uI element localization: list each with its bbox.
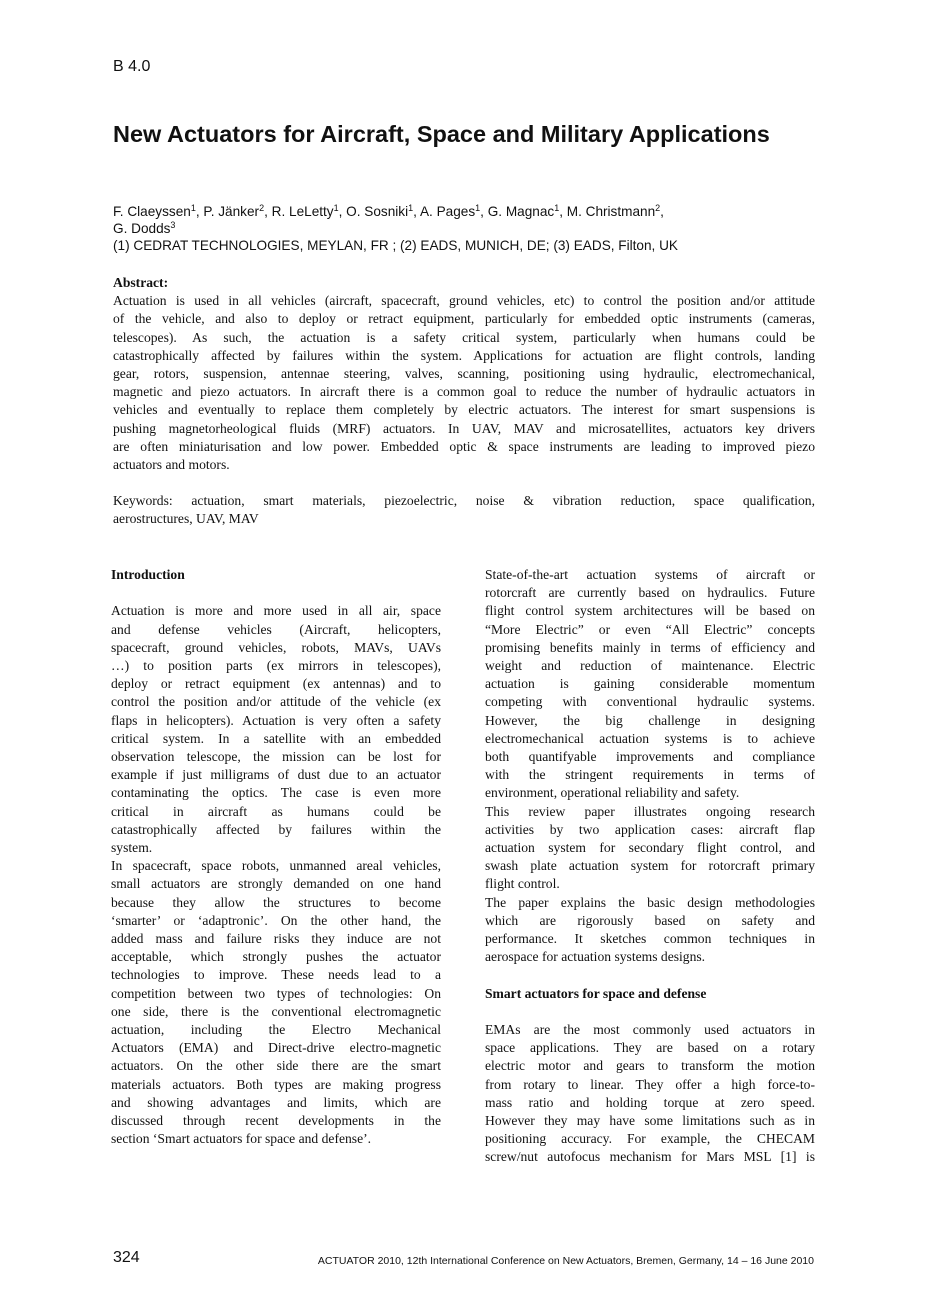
author-name: , M. Christmann bbox=[559, 204, 656, 219]
abstract-line: vehicles and eventually to replace them completely by electric actuators. The interest for smart suspensions is bbox=[113, 402, 815, 418]
section-heading-smart-actuators: Smart actuators for space and defense bbox=[485, 985, 707, 1001]
author-name: F. Claeyssen bbox=[113, 204, 191, 219]
body-line: flight control system architectures will be based on bbox=[485, 603, 815, 619]
body-line: both quantifyable improvements and compliance bbox=[485, 749, 815, 765]
abstract-line: magnetic and piezo actuators. In aircraft there is a common goal to reduce the number of hydraulic actuators in bbox=[113, 384, 815, 400]
abstract-line: of the vehicle, and also to deploy or retract equipment, particularly for embedded optic instruments (cameras, bbox=[113, 311, 815, 327]
section-code: B 4.0 bbox=[113, 58, 151, 75]
abstract-line: Actuation is used in all vehicles (aircraft, spacecraft, ground vehicles, etc) to control the position and/or attitude bbox=[113, 293, 815, 309]
body-line: This review paper illustrates ongoing research bbox=[485, 803, 815, 819]
affiliation-mark: 1 bbox=[475, 203, 481, 213]
body-line: aerospace for actuation systems designs. bbox=[485, 949, 706, 965]
body-line: In spacecraft, space robots, unmanned areal vehicles, bbox=[111, 858, 441, 874]
body-line: positioning accuracy. For example, the CHECAM bbox=[485, 1131, 815, 1147]
left-column bbox=[111, 566, 441, 1148]
affiliation-mark: 1 bbox=[408, 203, 414, 213]
author-line-2 bbox=[113, 220, 813, 237]
author-name: , G. Magnac bbox=[480, 204, 555, 219]
section-heading-introduction: Introduction bbox=[111, 567, 185, 582]
body-line: actuation system for secondary flight control, and bbox=[485, 840, 815, 856]
body-line: materials actuators. Both types are making progress bbox=[111, 1076, 441, 1092]
author-name: , R. LeLetty bbox=[264, 204, 334, 219]
author-name: , A. Pages bbox=[413, 204, 476, 219]
body-line: electromechanical actuation systems is to achieve bbox=[485, 730, 815, 746]
body-line: catastrophically affected by failures within the bbox=[111, 821, 441, 837]
body-line: weight and reduction of maintenance. Electric bbox=[485, 658, 815, 674]
body-line: technologies to improve. These needs lead to a bbox=[111, 967, 441, 983]
affiliations: (1) CEDRAT TECHNOLOGIES, MEYLAN, FR ; (2) EADS, MUNICH, DE; (3) EADS, Filton, UK bbox=[113, 238, 678, 253]
author-line-1 bbox=[113, 203, 813, 220]
paper-title: New Actuators for Aircraft, Space and Military Applications bbox=[113, 121, 770, 147]
body-line: performance. It sketches common techniques in bbox=[485, 931, 815, 947]
abstract-line: pushing magnetorheological fluids (MRF) actuators. In UAV, MAV and microsatellites, actuators key drivers bbox=[113, 420, 815, 436]
body-line: control the position and/or attitude of the vehicle (ex bbox=[111, 694, 441, 710]
body-line: actuators. On the other side there are the smart bbox=[111, 1058, 441, 1074]
keywords bbox=[113, 492, 815, 528]
body-line: example if just milligrams of dust due to an actuator bbox=[111, 767, 441, 783]
keywords-line: aerostructures, UAV, MAV bbox=[113, 511, 259, 527]
author-name: , O. Sosniki bbox=[338, 204, 409, 219]
body-line: which are rigorously based on safety and bbox=[485, 912, 815, 928]
abstract bbox=[113, 274, 815, 474]
affiliation-mark: 2 bbox=[655, 203, 661, 213]
abstract-line: telescopes). As such, the actuation is a safety critical system, particularly when humans could be bbox=[113, 329, 815, 345]
body-line: from rotary to linear. They offer a high force-to- bbox=[485, 1076, 815, 1092]
body-line: critical in aircraft as humans could be bbox=[111, 803, 441, 819]
body-line: EMAs are the most commonly used actuators in bbox=[485, 1022, 815, 1038]
affiliation-mark: 2 bbox=[259, 203, 265, 213]
body-line: promising benefits mainly in terms of efficiency and bbox=[485, 639, 815, 655]
body-line: swash plate actuation system for rotorcraft primary bbox=[485, 858, 815, 874]
body-line: flaps in helicopters). Actuation is very often a safety bbox=[111, 712, 441, 728]
body-line: screw/nut autofocus mechanism for Mars MSL [1] is bbox=[485, 1149, 815, 1165]
body-line: and defense vehicles (Aircraft, helicopters, bbox=[111, 621, 441, 637]
author-separator: , bbox=[660, 204, 664, 219]
body-line: “More Electric” or even “All Electric” concepts bbox=[485, 621, 815, 637]
body-line: mass ratio and holding torque at zero speed. bbox=[485, 1094, 815, 1110]
body-line: …) to position parts (ex mirrors in telescopes), bbox=[111, 658, 441, 673]
body-line: space applications. They are based on a rotary bbox=[485, 1040, 815, 1056]
page-number: 324 bbox=[113, 1249, 140, 1266]
abstract-line: actuators and motors. bbox=[113, 457, 230, 473]
author-name: G. Dodds bbox=[113, 221, 171, 236]
body-line: one side, there is the conventional electromagnetic bbox=[111, 1003, 441, 1019]
body-line: section ‘Smart actuators for space and defense’. bbox=[111, 1131, 372, 1147]
abstract-line: gear, rotors, suspension, antennae steering, valves, scanning, positioning using hydraulic, electromechanical, bbox=[113, 366, 815, 382]
body-line: deploy or retract equipment (ex antennas) and to bbox=[111, 676, 441, 692]
body-line: contaminating the optics. The case is even more bbox=[111, 785, 441, 801]
affiliation-mark: 3 bbox=[170, 220, 176, 230]
affiliation-mark: 1 bbox=[333, 203, 339, 213]
body-line: electric motor and gears to transform the motion bbox=[485, 1058, 815, 1074]
body-line: environment, operational reliability and safety. bbox=[485, 785, 740, 801]
body-line: flight control. bbox=[485, 876, 560, 892]
body-line: because they allow the structures to become bbox=[111, 894, 441, 910]
body-line: observation telescope, the mission can be lost for bbox=[111, 749, 441, 765]
body-line: small actuators are strongly demanded on one hand bbox=[111, 876, 441, 892]
body-line: activities by two application cases: aircraft flap bbox=[485, 821, 815, 837]
body-line: critical system. In a satellite with an embedded bbox=[111, 730, 441, 746]
conference-footer: ACTUATOR 2010, 12th International Conference on New Actuators, Bremen, Germany, 14 – 16 June 2010 bbox=[317, 1255, 814, 1267]
body-line: However, the big challenge in designing bbox=[485, 712, 815, 728]
body-line: rotorcraft are currently based on hydraulics. Future bbox=[485, 585, 815, 601]
affiliation-mark: 1 bbox=[190, 203, 196, 213]
abstract-line: catastrophically affected by failures within the system. Applications for actuation are flight controls, landing bbox=[113, 347, 815, 363]
body-line: competition between two types of technologies: On bbox=[111, 985, 441, 1001]
affiliation-mark: 1 bbox=[554, 203, 560, 213]
body-line: State-of-the-art actuation systems of aircraft or bbox=[485, 567, 815, 582]
abstract-line: are often miniaturisation and low power. Embedded optic & space instruments are leading to improved piezo bbox=[113, 438, 815, 454]
body-line: Actuators (EMA) and Direct-drive electro-magnetic bbox=[111, 1040, 441, 1056]
body-line: competing with conventional hydraulic systems. bbox=[485, 694, 815, 710]
author-name: , P. Jänker bbox=[195, 204, 260, 219]
body-line: acceptable, which strongly pushes the actuator bbox=[111, 949, 441, 965]
body-line: added mass and failure risks they induce are not bbox=[111, 931, 441, 947]
body-line: spacecraft, ground vehicles, robots, MAVs, UAVs bbox=[111, 639, 441, 655]
body-line: discussed through recent developments in the bbox=[111, 1113, 441, 1129]
body-line: and showing advantages and limits, which are bbox=[111, 1094, 441, 1110]
keywords-line: Keywords: actuation, smart materials, piezoelectric, noise & vibration reduction, space qualification, bbox=[113, 493, 815, 508]
body-line: system. bbox=[111, 840, 153, 856]
body-line: actuation is gaining considerable momentum bbox=[485, 676, 815, 692]
body-line: However they may have some limitations such as in bbox=[485, 1113, 815, 1129]
body-line: with the stringent requirements in terms of bbox=[485, 767, 815, 783]
author-block bbox=[113, 203, 813, 254]
body-line: ‘smarter’ or ‘adaptronic’. On the other hand, the bbox=[111, 912, 441, 928]
body-line: Actuation is more and more used in all air, space bbox=[111, 603, 441, 619]
right-column bbox=[485, 566, 815, 1167]
abstract-heading: Abstract: bbox=[113, 275, 169, 290]
body-line: The paper explains the basic design methodologies bbox=[485, 894, 815, 910]
body-line: actuation, including the Electro Mechanical bbox=[111, 1022, 441, 1038]
